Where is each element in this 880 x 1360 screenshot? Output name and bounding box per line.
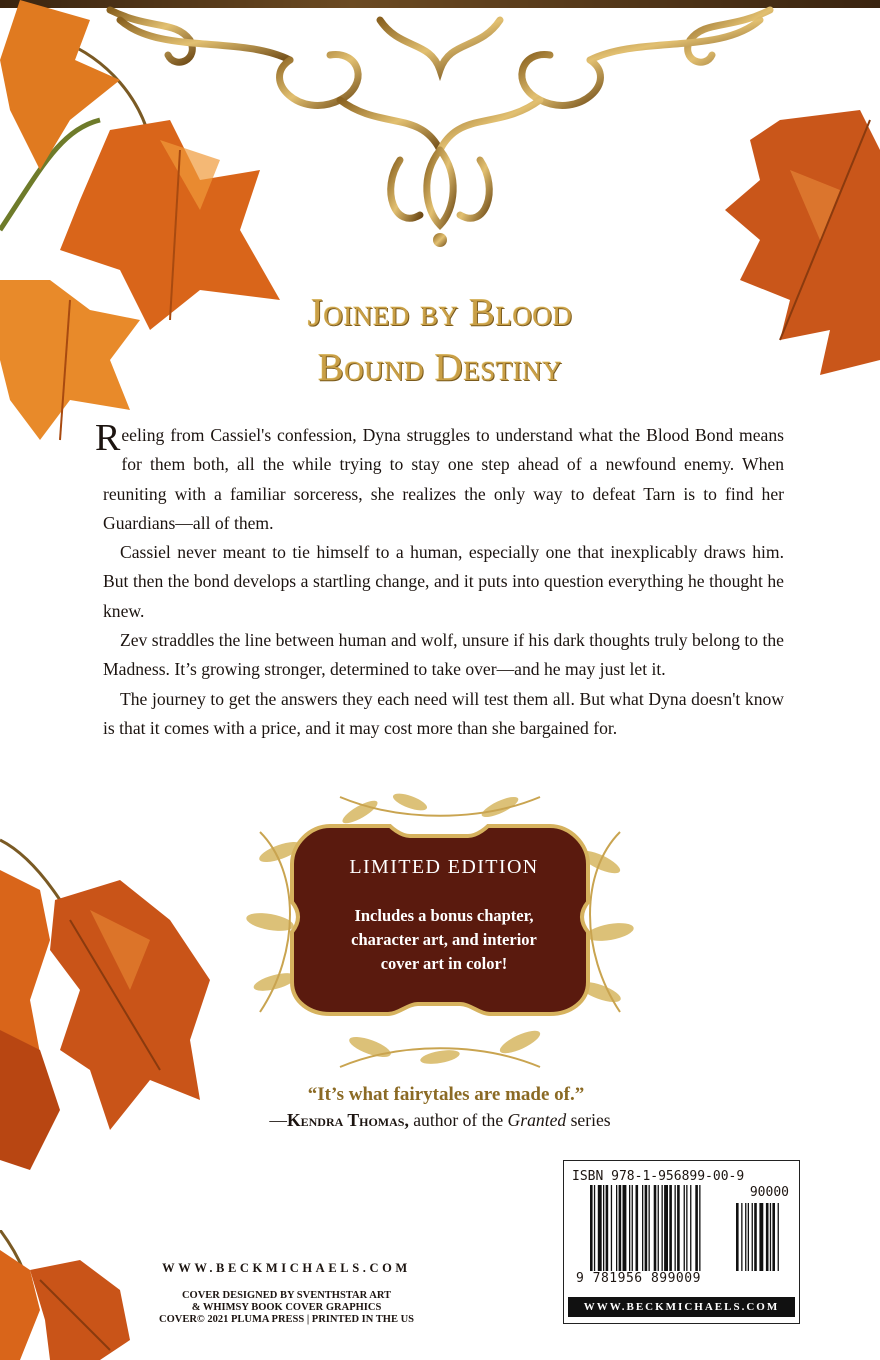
barcode-bar	[677, 1185, 680, 1271]
blurb-paragraph-1	[95, 417, 784, 538]
badge-line-3: cover art in color!	[380, 954, 508, 973]
barcode-bar	[636, 1185, 639, 1271]
barcode-bar	[590, 1185, 593, 1271]
book-blurb	[95, 417, 784, 743]
barcode-bar	[686, 1185, 687, 1271]
badge-title: LIMITED EDITION	[349, 856, 539, 878]
attribution-author: Kendra Thomas,	[286, 1110, 409, 1130]
barcode-bar	[619, 1185, 622, 1271]
attribution-series: Granted	[507, 1110, 567, 1130]
barcode-bar	[690, 1185, 691, 1271]
barcode-bar	[654, 1185, 657, 1271]
barcode-bar	[629, 1185, 630, 1271]
tagline-line-1: Joined by Blood	[307, 291, 573, 334]
barcode-addon-bar	[745, 1203, 746, 1271]
autumn-leaves-top-left-image	[0, 0, 300, 460]
drop-cap: R	[95, 417, 121, 459]
attribution-dash: —	[269, 1110, 287, 1130]
barcode-bar	[611, 1185, 612, 1271]
barcode-addon-bar	[770, 1203, 771, 1271]
limited-edition-badge	[300, 826, 588, 1016]
barcode-addon-bar	[736, 1203, 739, 1271]
barcode-addon-bar	[759, 1203, 763, 1271]
badge-line-1: Includes a bonus chapter,	[354, 906, 534, 925]
barcode-bar	[598, 1185, 602, 1271]
tagline-line-2: Bound Destiny	[317, 346, 563, 389]
barcode-addon-bar	[778, 1203, 779, 1271]
barcode-addon-bar	[766, 1203, 769, 1271]
credit-line-1: COVER DESIGNED BY SVENTHSTAR ART	[181, 1290, 392, 1301]
barcode-bar	[675, 1185, 676, 1271]
blurb-paragraph-3: Zev straddles the line between human and wolf, unsure if his dark thoughts truly belong to the Madness. It’s growing stronger, determined to take over—and he may just let it.	[103, 630, 784, 680]
barcode-bar	[594, 1185, 595, 1271]
blurb-paragraph-4: The journey to get the answers they each need will test them all. But what Dyna doesn't know is that it comes with a price, and it may cost more than she bargained for.	[103, 688, 784, 738]
barcode-bar	[662, 1185, 663, 1271]
barcode-bar	[616, 1185, 617, 1271]
credit-line-3: COVER© 2021 PLUMA PRESS | PRINTED IN THE US	[159, 1314, 414, 1325]
barcode-addon-bar	[752, 1203, 753, 1271]
price-code: 90000	[749, 1185, 789, 1200]
isbn-barcode-box	[563, 1160, 800, 1324]
ean-digits: 9 781956 899009	[576, 1271, 701, 1286]
barcode-bar	[603, 1185, 604, 1271]
barcode-addon-bar	[772, 1203, 775, 1271]
barcode-bar	[669, 1185, 672, 1271]
barcode-bar	[684, 1185, 685, 1271]
barcode-bar	[658, 1185, 659, 1271]
endorsement-attribution	[0, 1110, 880, 1131]
credit-line-2: & WHIMSY BOOK COVER GRAPHICS	[191, 1302, 382, 1313]
blurb-paragraph-2: Cassiel never meant to tie himself to a human, especially one that inexplicably draws him. But then the bond develops a startling change, and it puts into question everything he thought he knew.	[103, 542, 784, 621]
barcode-bar	[645, 1185, 648, 1271]
barcode-bar	[606, 1185, 609, 1271]
barcode-website: WWW.BECKMICHAELS.COM	[568, 1297, 795, 1317]
website-url: WWW.BECKMICHAELS.COM	[162, 1261, 411, 1275]
blurb-paragraph-1-text: eeling from Cassiel's confession, Dyna struggles to understand what the Blood Bond means for them both, all the while trying to stay one step ahead of a newfound enemy. When reuniting with a familiar sorceress, she realizes the only way to defeat Tarn is to find her Guardians—all of them.	[103, 425, 784, 533]
barcode-bar	[642, 1185, 643, 1271]
badge-line-2: character art, and interior	[351, 930, 537, 949]
autumn-leaf-top-right-image	[720, 110, 880, 380]
barcode-bar	[664, 1185, 668, 1271]
attribution-mid: author of the	[408, 1110, 508, 1130]
barcode-bar	[649, 1185, 650, 1271]
barcode-bar	[632, 1185, 633, 1271]
badge-description	[320, 904, 568, 976]
barcode-bar	[699, 1185, 700, 1271]
attribution-end: series	[566, 1110, 611, 1130]
barcode-bar	[623, 1185, 627, 1271]
barcode-addon-bar	[741, 1203, 742, 1271]
barcode-bar	[695, 1185, 698, 1271]
endorsement-quote: “It’s what fairytales are made of.”	[307, 1084, 585, 1105]
isbn-number: ISBN 978-1-956899-00-9	[572, 1169, 745, 1184]
barcode-addon-bar	[748, 1203, 749, 1271]
barcode-addon-bar	[754, 1203, 757, 1271]
